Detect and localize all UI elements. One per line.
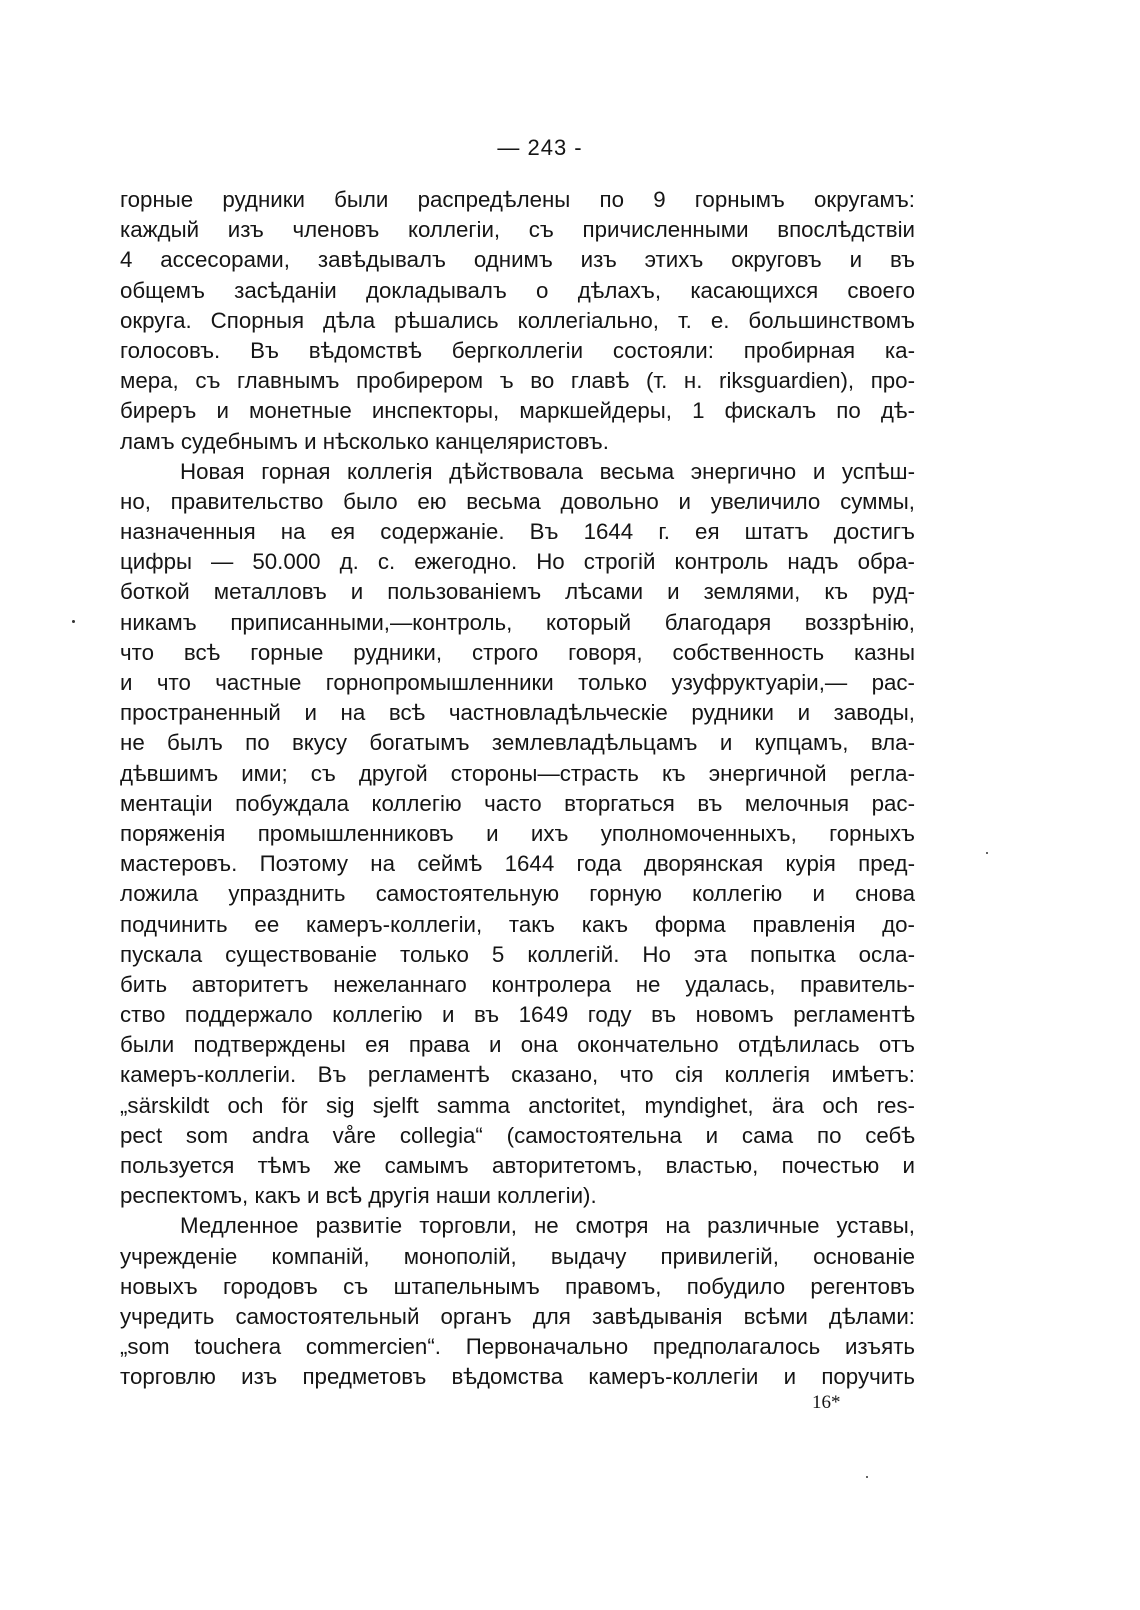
text-line: дѣвшимъ ими; съ другой стороны—страсть къ энергичной регла- [120,760,915,786]
text-line: подчинить ее камеръ-коллегіи, такъ какъ форма правленія до- [120,911,915,937]
text-line: учрежденіе компаній, монополій, выдачу привилегій, основаніе [120,1243,915,1269]
scan-speck [866,1476,868,1478]
text-line: были подтверждены ея права и она окончательно отдѣлилась отъ [120,1032,915,1058]
paragraph [120,457,915,1212]
text-line: респектомъ, какъ и всѣ другія наши коллегіи). [120,1183,597,1209]
text-line: пространенный и на всѣ частновладѣльческіе рудники и заводы, [120,700,915,726]
text-line: горные рудники были распредѣлены по 9 горнымъ округамъ: [120,187,915,212]
text-line: не былъ по вкусу богатымъ землевладѣльцамъ и купцамъ, вла- [120,730,915,756]
text-line: поряженія промышленниковъ и ихъ уполномоченныхъ, горныхъ [120,820,915,846]
text-line: Новая горная коллегія дѣйствовала весьма энергично и успѣш- [180,458,915,484]
paragraph [120,185,915,457]
text-line: но, правительство было ею весьма довольно и увеличило суммы, [120,488,915,514]
text-line: что всѣ горные рудники, строго говоря, собственность казны [120,639,915,665]
page-number: — 243 - [497,135,583,160]
text-line: учредить самостоятельный органъ для завѣдыванія всѣми дѣлами: [120,1303,915,1329]
text-line: биреръ и монетные инспекторы, маркшейдеры, 1 фискалъ по дѣ- [120,398,915,424]
text-line: пользуется тѣмъ же самымъ авторитетомъ, властью, почестью и [120,1153,915,1178]
text-line: ламъ судебнымъ и нѣсколько канцеляристовъ. [120,428,609,454]
text-line: боткой металловъ и пользованіемъ лѣсами и землями, къ руд- [120,579,915,605]
text-line: 4 ассесорами, завѣдывалъ однимъ изъ этихъ округовъ и въ [120,247,915,273]
text-line: ложила упразднить самостоятельную горную коллегію и снова [120,881,915,907]
text-line: камеръ-коллегіи. Въ регламентѣ сказано, что сія коллегія имѣетъ: [120,1062,915,1088]
scan-speck [986,852,988,854]
text-line: и что частные горнопромышленники только узуфруктуаріи,— рас- [120,670,915,695]
paragraph [120,1211,915,1392]
body-text [120,185,915,1393]
text-line: округа. Спорныя дѣла рѣшались коллегіально, т. е. большинствомъ [120,307,915,333]
text-line: Медленное развитіе торговли, не смотря на различные уставы, [180,1213,915,1239]
text-line: общемъ засѣданіи докладывалъ о дѣлахъ, касающихся своего [120,277,915,303]
text-line: каждый изъ членовъ коллегіи, съ причисленными впослѣдствіи [120,217,915,243]
text-line: цифры — 50.000 д. с. ежегодно. Но строгій контроль надъ обра- [120,549,915,575]
text-line: ментаціи побуждала коллегію часто вторгаться въ мелочныя рас- [120,790,915,816]
text-line: бить авторитетъ нежеланнаго контролера не удалась, правитель- [120,971,915,997]
text-line: голосовъ. Въ вѣдомствѣ бергколлегіи состояли: пробирная ка- [120,337,915,363]
text-line: мера, съ главнымъ пробирером ъ во главѣ (т. н. riksguardien), про- [120,368,915,394]
text-line: „särskildt och för sig sjelft samma anctoritet, myndighet, ära och res- [120,1092,915,1118]
text-line: ство поддержало коллегію и въ 1649 году въ новомъ регламентѣ [120,1002,915,1028]
text-line: назначенныя на ея содержаніе. Въ 1644 г. ея штатъ достигъ [120,519,915,545]
text-line: новыхъ городовъ съ штапельнымъ правомъ, побудило регентовъ [120,1273,915,1299]
text-line: никамъ приписанными,—контроль, который благодаря воззрѣнію, [120,609,915,635]
text-line: pect som andra våre collegia“ (самостоятельна и сама по себѣ [120,1122,915,1148]
text-line: пускала существованіе только 5 коллегій. Но эта попытка осла- [120,941,915,967]
text-line: „som touchera commercien“. Первоначально предполагалось изъять [120,1334,915,1360]
text-line: торговлю изъ предметовъ вѣдомства камеръ-коллегіи и поручить [120,1364,915,1390]
signature-mark: 16* [812,1392,841,1413]
text-line: мастеровъ. Поэтому на сеймѣ 1644 года дворянская курія пред- [120,851,915,877]
scan-speck [72,620,75,623]
